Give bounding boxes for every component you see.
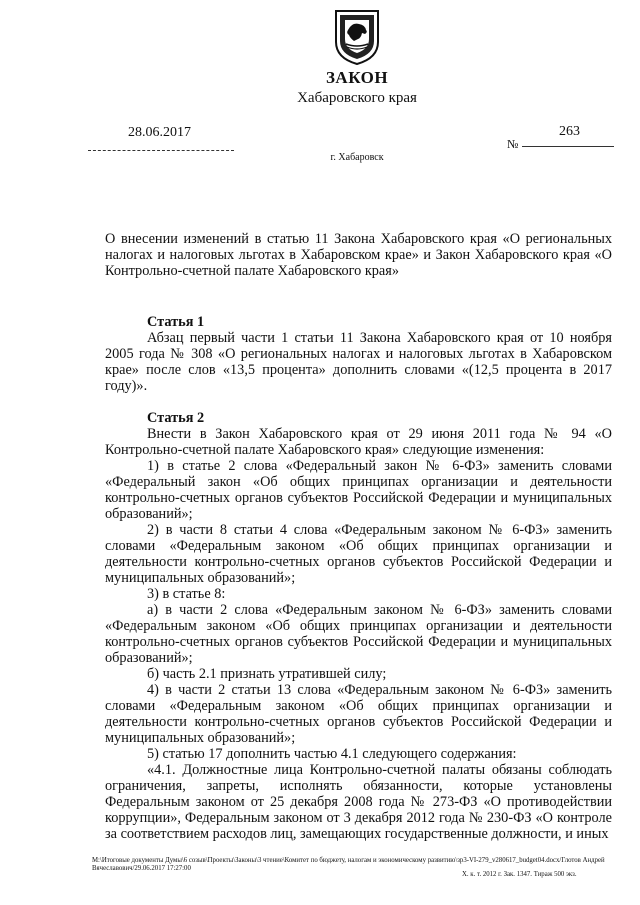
- article-2-paragraph: 3) в статье 8:: [147, 586, 226, 602]
- law-title: ЗАКОН: [325, 68, 389, 87]
- article-2-paragraph: а) в части 2 слова «Федеральным законом № 6-ФЗ» заменить словами «Федеральным законом «Об общих принципах организации и деятельности контрольно-счетных органов субъектов Российской Федерации и муниципальных образований»;: [105, 602, 612, 666]
- article-2-paragraph: 1) в статье 2 слова «Федеральный закон № 6-ФЗ» заменить словами «Федеральный закон «Об общих принципах организации и деятельности контрольно-счетных органов субъектов Российской Федерации и муниципальных образований»;: [105, 458, 612, 522]
- article-1: [105, 314, 612, 394]
- document-number: 263: [559, 124, 580, 139]
- article-2-paragraph: 2) в части 8 статьи 4 слова «Федеральным законом № 6-ФЗ» заменить словами «Федеральным законом «Об общих принципах организации и деятельности контрольно-счетных органов субъектов Российской Федерации и муниципальных образований»;: [105, 522, 612, 586]
- number-sign: №: [507, 137, 519, 151]
- document-city: г. Хабаровск: [330, 152, 384, 163]
- article-2: [105, 410, 612, 842]
- coat-of-arms-emblem-icon: [332, 8, 382, 66]
- number-underline: [522, 146, 614, 147]
- article-2-paragraph: Внести в Закон Хабаровского края от 29 июня 2011 года № 94 «О Контрольно-счетной палате Хабаровского края» следующие изменения:: [105, 426, 612, 458]
- article-2-paragraph: 5) статью 17 дополнить частью 4.1 следующего содержания:: [147, 746, 517, 762]
- law-subject-text: О внесении изменений в статью 11 Закона Хабаровского края «О региональных налогах и налоговых льготах в Хабаровском крае» и Закон Хабаровского края «О Контрольно-счетной палате Хабаровского края»: [105, 231, 612, 279]
- article-2-heading: Статья 2: [147, 410, 205, 426]
- article-2-paragraph: 4) в части 2 статьи 13 слова «Федеральным законом № 6-ФЗ» заменить словами «Федеральным законом «Об общих принципах организации и деятельности контрольно-счетных органов субъектов Российской Федерации и муниципальных образований»;: [105, 682, 612, 746]
- document-date: 28.06.2017: [128, 125, 191, 140]
- footer-file-path: M:\Итоговые документы Думы\6 созыв\Проекты\Законы\3 чтение\Комитет по бюджету, налогам и экономическому развитию\зр3-VI-279_v280617_budget04.docx/Глотов Андрей Вячеславович/29.06.2017 17:27:00: [92, 857, 605, 872]
- law-region: Хабаровского края: [297, 90, 417, 106]
- footer-print-info: Х. к. т. 2012 г. Зак. 1347. Тираж 500 экз.: [462, 871, 577, 878]
- article-2-paragraph: «4.1. Должностные лица Контрольно-счетной палаты обязаны соблюдать ограничения, запреты, исполнять обязанности, которые установлены Федеральным законом от 25 декабря 2008 года № 273-ФЗ «О противодействии коррупции», Федеральным законом от 3 декабря 2012 года № 230-ФЗ «О контроле за соответствием расходов лиц, замещающих государственные должности, и иных: [105, 762, 612, 842]
- article-2-paragraph: б) часть 2.1 признать утратившей силу;: [147, 666, 387, 682]
- article-1-heading: Статья 1: [147, 314, 205, 330]
- law-subject-title: [105, 231, 612, 279]
- article-1-text: Абзац первый части 1 статьи 11 Закона Хабаровского края от 10 ноября 2005 года № 308 «О региональных налогах и налоговых льготах в Хабаровском крае» после слов «13,5 процента» дополнить словами «(12,5 процента в 2017 году)».: [105, 330, 612, 394]
- date-underline: [88, 150, 234, 151]
